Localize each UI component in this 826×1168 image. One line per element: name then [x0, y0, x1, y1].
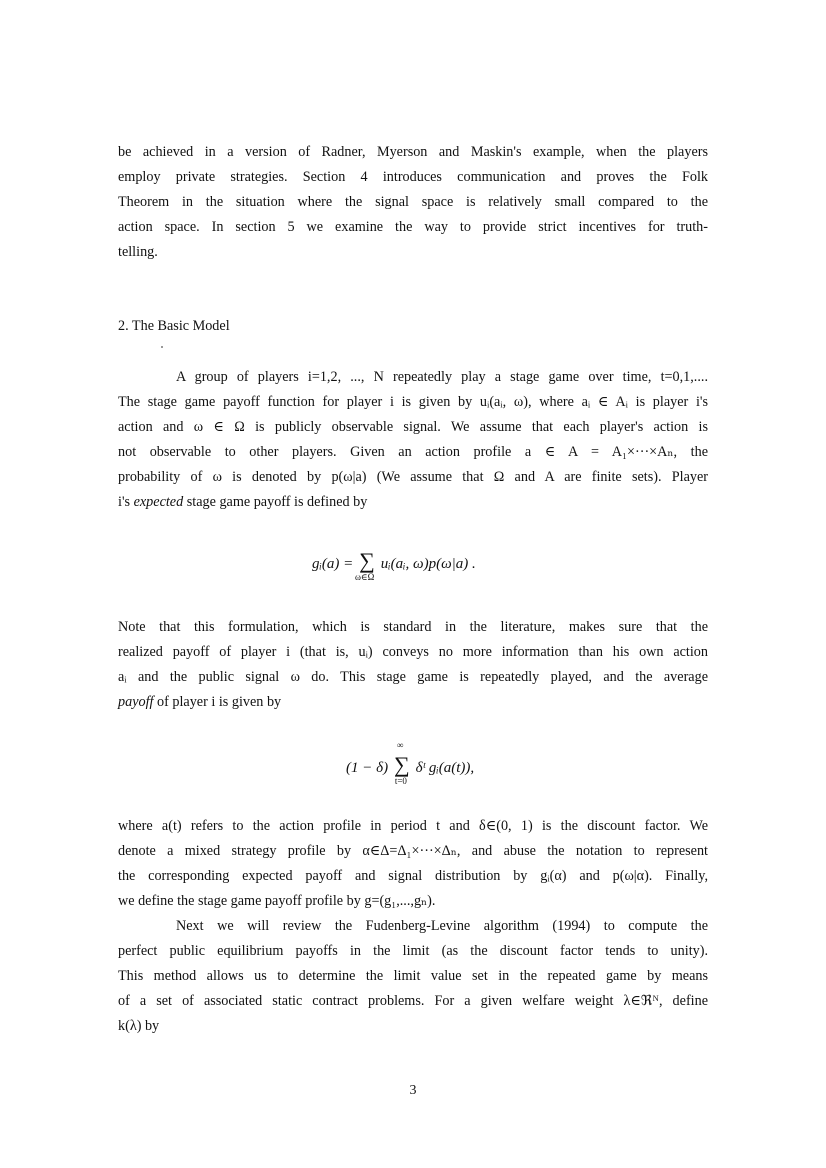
- text-line: perfect public equilibrium payoffs in the limit (as the discount factor tends to unity).: [118, 943, 708, 959]
- section-heading: 2. The Basic Model: [118, 318, 230, 334]
- text-line: action space. In section 5 we examine the way to provide strict incentives for truth-: [118, 219, 708, 235]
- text-line: telling.: [118, 244, 158, 260]
- paragraph-model: [118, 365, 708, 515]
- paragraph-note: [118, 615, 708, 715]
- text-line: The stage game payoff function for player i is given by uᵢ(aᵢ, ω), where aᵢ ∈ Aᵢ is player i's: [118, 394, 708, 410]
- page-number: 3: [409, 1083, 417, 1098]
- equation-expected-payoff: gᵢ(a) = ∑ ω∈Ω uᵢ(aᵢ, ω)p(ω|a) .: [312, 548, 476, 582]
- equation-average-payoff: (1 − δ) ∞ ∑ t=0 δᵗ gᵢ(a(t)),: [346, 740, 475, 786]
- text-line: employ private strategies. Section 4 introduces communication and proves the Folk: [118, 169, 708, 185]
- text-line: k(λ) by: [118, 1018, 160, 1034]
- text-line: not observable to other players. Given an action profile a ∈ A = A₁×···×Aₙ, the: [118, 444, 708, 460]
- text-line: payoff of player i is given by: [118, 694, 282, 710]
- text-line: A group of players i=1,2, ..., N repeatedly play a stage game over time, t=0,1,....: [176, 369, 708, 385]
- text-line: Note that this formulation, which is standard in the literature, makes sure that the: [118, 619, 708, 635]
- paragraph-mixed-strategy: [118, 814, 708, 914]
- text-line: This method allows us to determine the limit value set in the repeated game by means: [118, 968, 708, 984]
- text-line: of a set of associated static contract problems. For a given welfare weight λ∈ℜᴺ, define: [118, 993, 708, 1009]
- text-line: i's expected stage game payoff is defined by: [118, 494, 368, 510]
- text-line: where a(t) refers to the action profile in period t and δ∈(0, 1) is the discount factor. We: [118, 818, 708, 834]
- text-line: Theorem in the situation where the signal space is relatively small compared to the: [118, 194, 708, 210]
- text-line: Next we will review the Fudenberg-Levine algorithm (1994) to compute the: [176, 918, 708, 934]
- paragraph-algorithm: [118, 914, 708, 1039]
- text-line: denote a mixed strategy profile by α∈Δ=Δ₁×···×Δₙ, and abuse the notation to represent: [118, 843, 708, 859]
- speck: [161, 346, 163, 348]
- sum-operator: ∞ ∑ t=0: [394, 740, 410, 786]
- text-line: realized payoff of player i (that is, uᵢ) conveys no more information than his own action: [118, 644, 708, 660]
- text-line: action and ω ∈ Ω is publicly observable signal. We assume that each player's action is: [118, 419, 708, 435]
- text-line: probability of ω is denoted by p(ω|a) (We assume that Ω and A are finite sets). Player: [118, 469, 708, 485]
- text-line: the corresponding expected payoff and signal distribution by gᵢ(α) and p(ω|α). Finally,: [118, 868, 708, 884]
- text-line: aᵢ and the public signal ω do. This stage game is repeatedly played, and the average: [118, 669, 708, 685]
- sum-operator: ∑ ω∈Ω: [355, 548, 375, 582]
- text-line: we define the stage game payoff profile by g=(g₁,...,gₙ).: [118, 893, 436, 909]
- emphasis: expected: [133, 494, 184, 510]
- emphasis: payoff: [118, 694, 154, 710]
- paragraph-intro: [118, 140, 708, 265]
- text-line: be achieved in a version of Radner, Myerson and Maskin's example, when the players: [118, 144, 708, 160]
